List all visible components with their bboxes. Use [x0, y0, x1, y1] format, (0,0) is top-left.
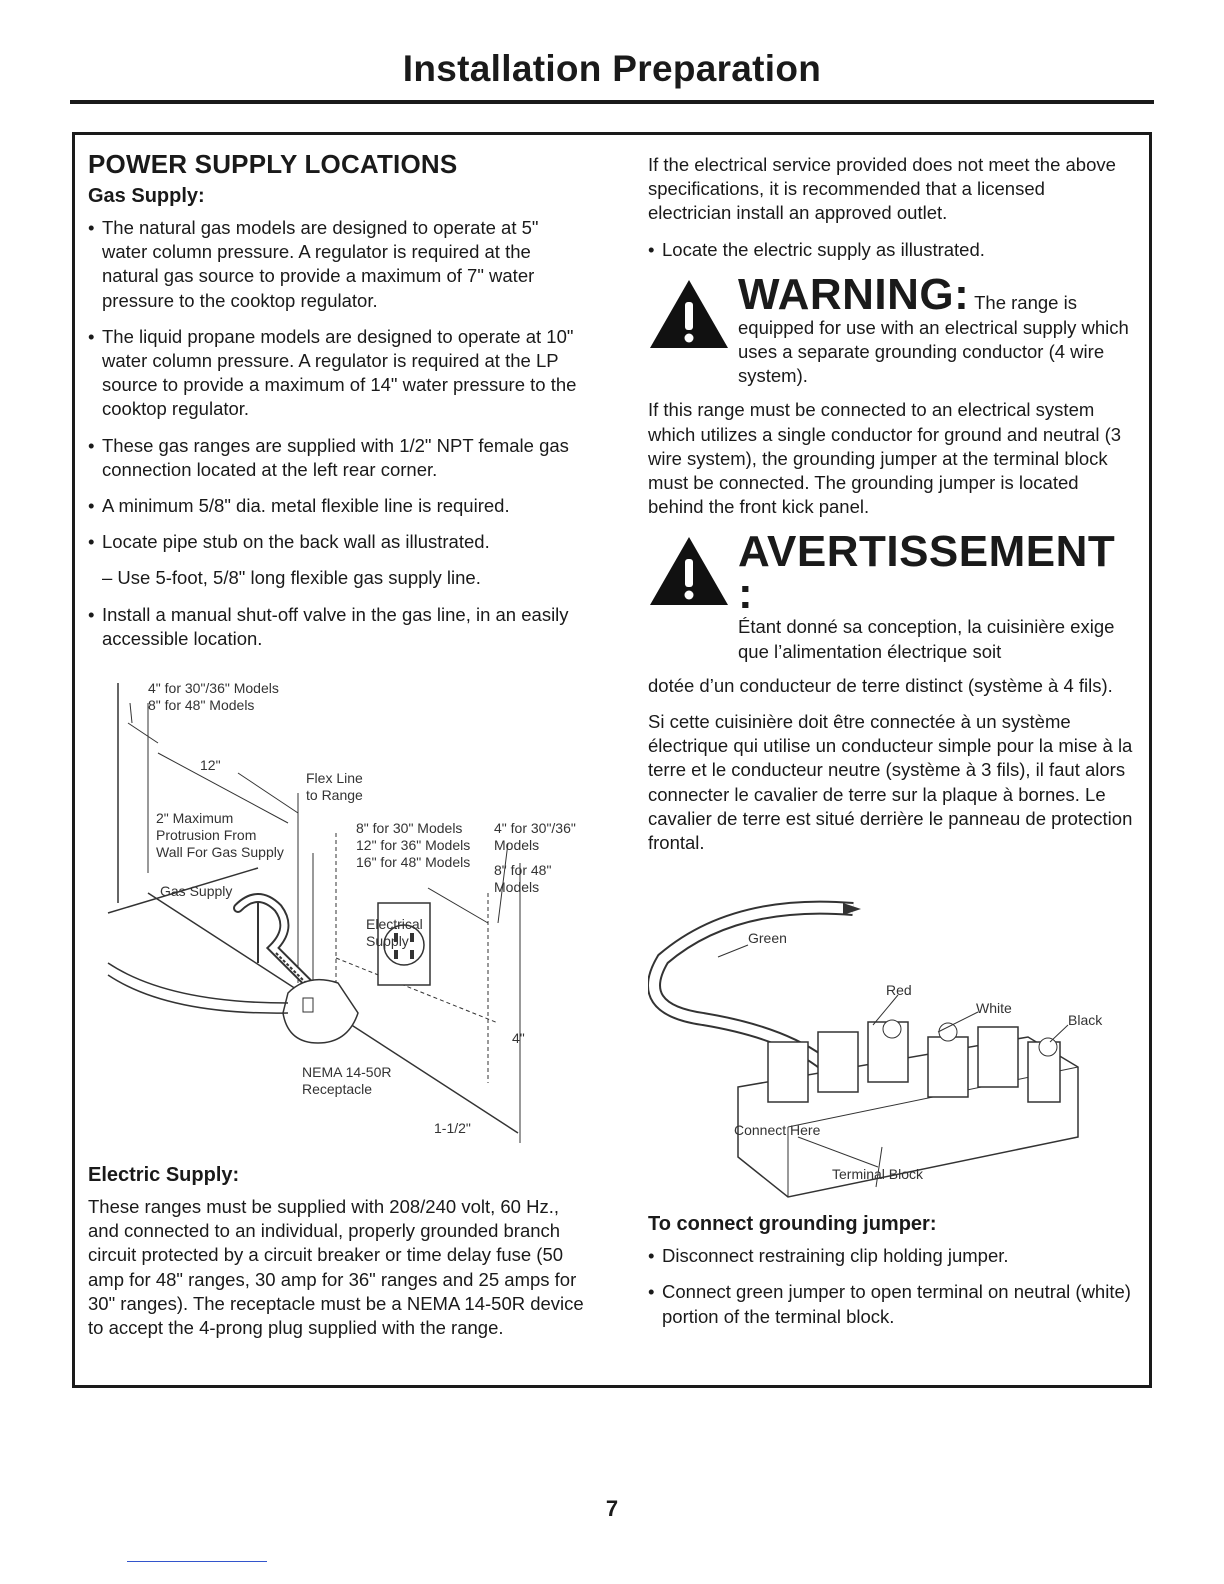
page-title: Installation Preparation	[402, 48, 822, 89]
avertissement-block	[648, 527, 1133, 663]
diagram-label: Wall For Gas Supply	[156, 844, 284, 861]
electric-supply-heading: Electric Supply:	[88, 1164, 240, 1187]
gas-supply-list-2	[88, 603, 588, 651]
intro-text: If the electrical service provided does not meet the above specifications, it is recommended that a licensed electrician install an approved outlet.	[648, 154, 1116, 224]
diagram-label: Receptacle	[302, 1081, 373, 1098]
diagram-label: Models	[494, 879, 540, 896]
list-item: • A minimum 5/8" dia. metal flexible line is required.	[88, 494, 588, 518]
section-title: POWER SUPPLY LOCATIONS	[88, 149, 458, 179]
diagram-label: Supply	[366, 933, 409, 950]
diagram-label: 4" for 30"/36"	[494, 820, 576, 837]
warning-block	[648, 269, 1133, 389]
footer-rule	[127, 1561, 267, 1562]
page-number: 7	[605, 1496, 619, 1521]
gas-electric-supply-diagram	[88, 663, 588, 1163]
terminal-block-diagram	[648, 867, 1133, 1212]
jumper-list	[648, 1244, 1133, 1329]
gas-supply-list	[88, 216, 588, 554]
diagram-label: 12" for 36" Models	[356, 837, 471, 854]
gas-supply-heading: Gas Supply:	[88, 185, 205, 207]
terminal-label-red: Red	[886, 982, 912, 999]
terminal-label-white: White	[976, 1000, 1012, 1017]
title-divider	[70, 100, 1154, 104]
diagram-label: 2" Maximum	[156, 810, 234, 827]
diagram-label: 12"	[200, 757, 221, 774]
grounding-text: If this range must be connected to an electrical system which utilizes a single conductor for ground and neutral (3 wire system), the grounding jumper at the terminal block must be connected. The grounding jumper is located behind the front kick panel.	[648, 399, 1122, 518]
diagram-label: 1-1/2"	[434, 1120, 471, 1137]
diagram-label: NEMA 14-50R	[302, 1064, 392, 1081]
diagram-label: 8" for 30" Models	[356, 820, 463, 837]
french-text: Si cette cuisinière doit être connectée à un système électrique qui utilise un conducteur simple pour la mise à la terre et le conducteur neutre (système à 3 fils), il faut alors connecter le cavalier de terre sur la plaque à bornes. Le cavalier de terre est situé derrière le panneau de protection frontal.	[648, 711, 1133, 854]
warning-icon	[648, 278, 730, 350]
warning-lead: The range is	[974, 291, 1077, 313]
list-item: • These gas ranges are supplied with 1/2" NPT female gas connection located at the left rear corner.	[88, 434, 588, 482]
warning-text: equipped for use with an electrical supply which uses a separate grounding conductor (4 wire system).	[738, 316, 1129, 387]
diagram-label: 16" for 48" Models	[356, 854, 471, 871]
terminal-label-connect: Connect Here	[734, 1122, 821, 1139]
diagram-label: 8" for 48"	[494, 862, 552, 879]
warning-icon	[648, 535, 730, 607]
jumper-heading: To connect grounding jumper:	[648, 1213, 937, 1236]
terminal-label-green: Green	[748, 930, 787, 947]
terminal-label-black: Black	[1068, 1012, 1103, 1029]
list-item: • The natural gas models are designed to operate at 5" water column pressure. A regulator is required at the natural gas source to provide a maximum of 7" water pressure to the cooktop regulator.	[88, 216, 588, 313]
list-item: • Locate the electric supply as illustrated.	[648, 238, 1133, 262]
avertissement-text: Étant donné sa conception, la cuisinière exige que l’alimentation électrique soit	[738, 616, 1115, 662]
list-item: • Install a manual shut-off valve in the gas line, in an easily accessible location.	[88, 603, 588, 651]
diagram-label: Flex Line	[306, 770, 363, 787]
diagram-label: Protrusion From	[156, 827, 257, 844]
left-column	[88, 148, 588, 1352]
diagram-label: 8" for 48" Models	[148, 697, 255, 714]
list-subitem: – Use 5-foot, 5/8" long flexible gas supply line.	[102, 567, 481, 589]
warning-title: WARNING:	[738, 269, 970, 319]
diagram-label: Gas Supply	[160, 883, 233, 900]
list-item: • Locate pipe stub on the back wall as illustrated.	[88, 530, 588, 554]
diagram-label: Electrical	[366, 916, 423, 933]
right-column	[648, 153, 1133, 1341]
electric-supply-text: These ranges must be supplied with 208/240 volt, 60 Hz., and connected to an individual, properly grounded branch circuit protected by a circuit breaker or time delay fuse (50 amp for 48" ranges, 30 amp for 36" ranges and 25 amps for 30" ranges). The receptacle must be a NEMA 14-50R device to accept the 4-prong plug supplied with the range.	[88, 1196, 584, 1339]
avertissement-text-cont: dotée d’un conducteur de terre distinct (système à 4 fils).	[648, 674, 1113, 696]
diagram-label: Models	[494, 837, 540, 854]
avertissement-title: AVERTISSEMENT :	[738, 527, 1116, 619]
list-item: • Disconnect restraining clip holding jumper.	[648, 1244, 1133, 1268]
diagram-label: 4" for 30"/36" Models	[148, 680, 279, 697]
diagram-label: 4"	[512, 1030, 525, 1047]
list-item: • Connect green jumper to open terminal on neutral (white) portion of the terminal block.	[648, 1280, 1133, 1328]
diagram-label: to Range	[306, 787, 363, 804]
list-item: • The liquid propane models are designed to operate at 10" water column pressure. A regulator is required at the LP source to provide a maximum of 14" water pressure to the cooktop regulator.	[88, 325, 588, 422]
locate-list	[648, 238, 1133, 262]
terminal-label-block: Terminal Block	[832, 1166, 924, 1183]
